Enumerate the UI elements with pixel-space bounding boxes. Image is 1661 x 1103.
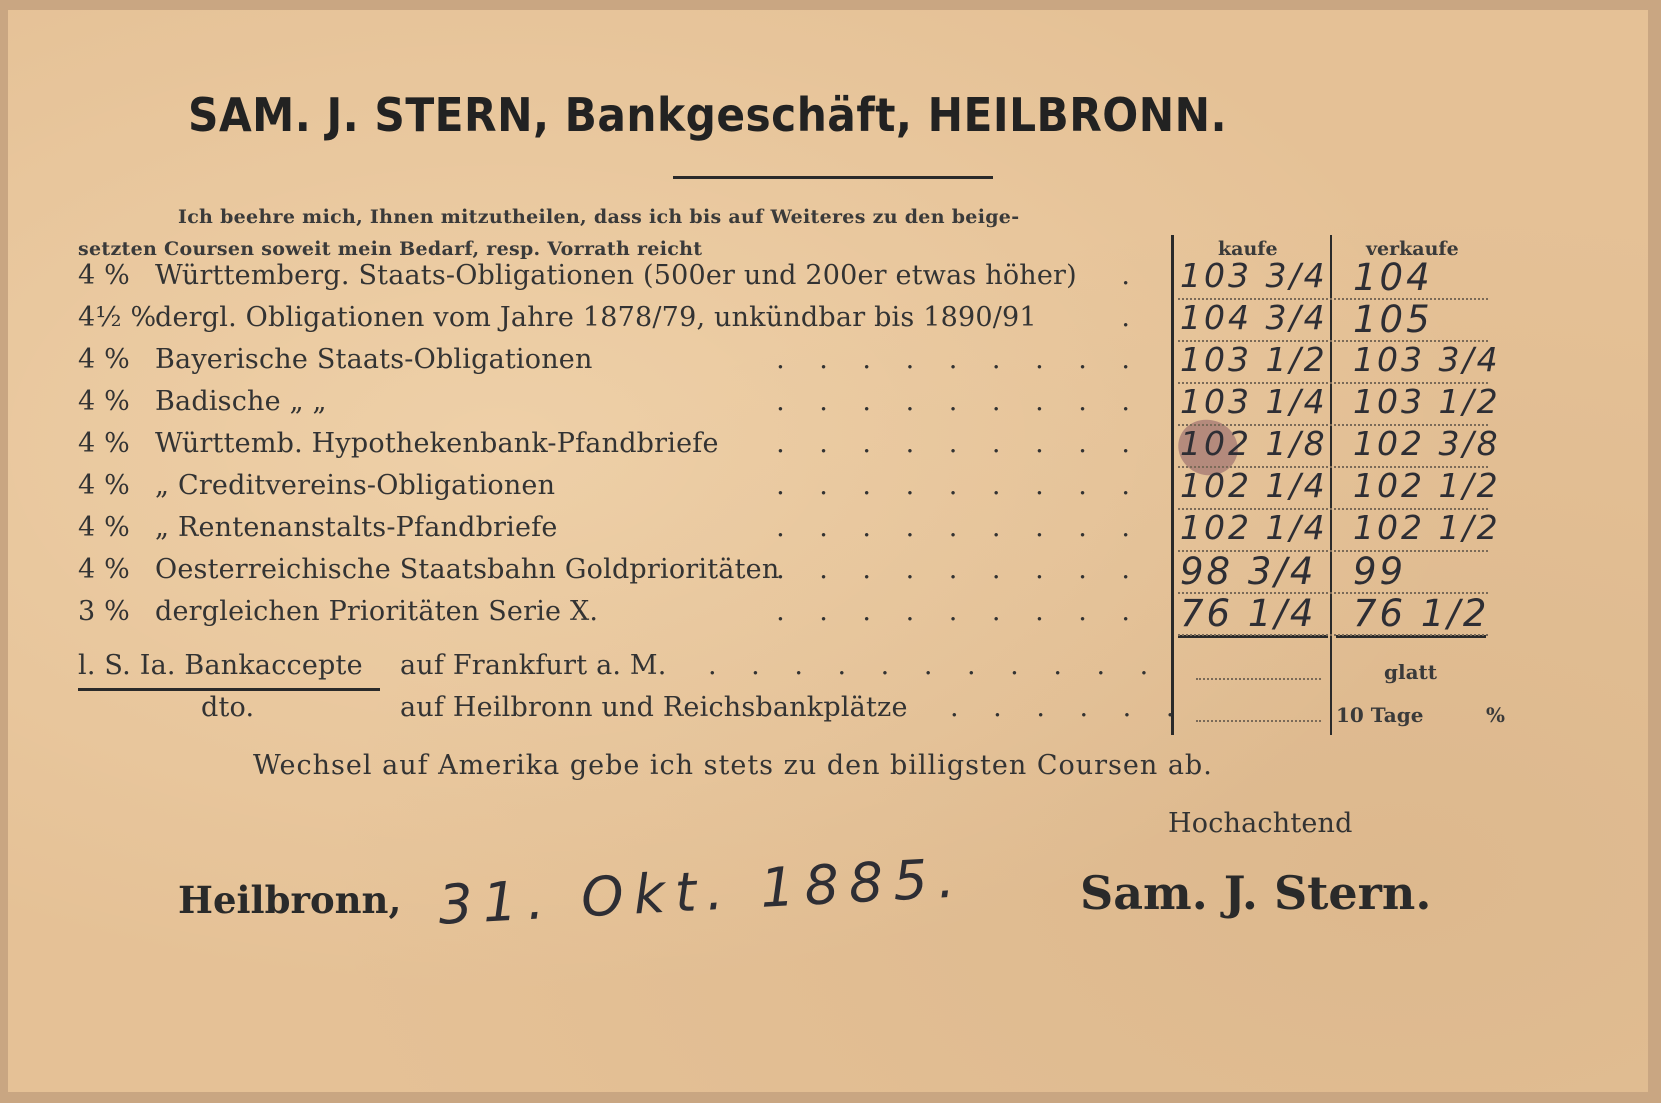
percent-label: %: [1486, 703, 1506, 727]
row-description: dergleichen Prioritäten Serie X.: [155, 596, 599, 627]
blank-entry-line: [1196, 678, 1321, 680]
leader-dots: . . . . . . . . . . .: [708, 650, 1162, 681]
leader-dots: .: [1121, 260, 1143, 291]
buy-price: 102 1/4: [1180, 508, 1328, 547]
leader-dots: . . . . . . . . .: [776, 596, 1143, 627]
buy-price: 76 1/4: [1180, 592, 1317, 635]
closing: Hochachtend: [1168, 808, 1353, 839]
leader-dots: . . . . . . . . .: [776, 470, 1143, 501]
row-description: Bayerische Staats-Obligationen: [155, 344, 593, 375]
tage-label: 10 Tage: [1336, 703, 1424, 727]
row-description: „ Creditvereins-Obligationen: [155, 470, 556, 501]
row-percent: 4 %: [78, 512, 131, 543]
leader-dots: . . . . . . . . .: [776, 428, 1143, 459]
leader-dots: . . . . . . . . .: [776, 554, 1143, 585]
sell-price: 102 3/8: [1353, 424, 1501, 463]
blank-entry-line: [1196, 720, 1321, 722]
sell-price: 102 1/2: [1353, 508, 1501, 547]
buy-price: 102 1/8: [1180, 424, 1328, 463]
row-percent: 4½ %: [78, 302, 157, 333]
row-percent: 4 %: [78, 470, 131, 501]
row-description: Oesterreichische Staatsbahn Goldprioritäten: [155, 554, 780, 585]
row-percent: 4 %: [78, 260, 131, 291]
glatt-label: glatt: [1384, 660, 1438, 684]
sell-price: 103 3/4: [1353, 340, 1501, 379]
buy-price: 102 1/4: [1180, 466, 1328, 505]
postcard: [8, 10, 1648, 1092]
sell-price: 76 1/2: [1353, 592, 1490, 635]
signature: Sam. J. Stern.: [1080, 866, 1432, 920]
row-description: dergl. Obligationen vom Jahre 1878/79, unkündbar bis 1890/91: [155, 302, 1037, 333]
accept-row-1: auf Frankfurt a. M.: [400, 650, 667, 681]
sell-price: 102 1/2: [1353, 466, 1501, 505]
intro-line-2: setzten Coursen soweit mein Bedarf, resp. Vorrath reicht: [78, 238, 703, 260]
accept-row-2: auf Heilbronn und Reichsbankplätze: [400, 692, 908, 723]
leader-dots: .: [1121, 302, 1143, 333]
column-divider-left: [1171, 235, 1174, 735]
sell-price: 105: [1353, 298, 1433, 341]
column-divider-middle: [1330, 235, 1332, 735]
row-percent: 4 %: [78, 554, 131, 585]
row-description: Württemberg. Staats-Obligationen (500er und 200er etwas höher): [155, 260, 1077, 291]
page-title: SAM. J. STERN, Bankgeschäft, HEILBRONN.: [188, 88, 1227, 142]
row-percent: 4 %: [78, 386, 131, 417]
intro-line-1: Ich beehre mich, Ihnen mitzutheilen, dass ich bis auf Weiteres zu den beige-: [178, 206, 1020, 228]
wechsel-note: Wechsel auf Amerika gebe ich stets zu den billigsten Coursen ab.: [253, 750, 1213, 781]
accept-underline: [78, 688, 380, 691]
accept-label: l. S. Ia. Bankaccepte: [78, 650, 363, 681]
row-description: Württemb. Hypothekenbank-Pfandbriefe: [155, 428, 719, 459]
row-description: „ Rentenanstalts-Pfandbriefe: [155, 512, 558, 543]
sell-price: 99: [1353, 550, 1407, 593]
row-description: Badische „ „: [155, 386, 327, 417]
buy-price: 104 3/4: [1180, 298, 1328, 337]
leader-dots: . . . . . . . . .: [776, 344, 1143, 375]
sell-price: 104: [1353, 256, 1433, 299]
row-percent: 4 %: [78, 344, 131, 375]
handwritten-date: 31. Okt. 1885.: [436, 846, 967, 937]
row-percent: 4 %: [78, 428, 131, 459]
place-label: Heilbronn,: [178, 878, 402, 922]
leader-dots: . . . . . .: [950, 692, 1188, 723]
buy-price: 103 1/4: [1180, 382, 1328, 421]
buy-price: 103 1/2: [1180, 340, 1328, 379]
leader-dots: . . . . . . . . .: [776, 512, 1143, 543]
buy-price: 103 3/4: [1180, 256, 1328, 295]
row-percent: 3 %: [78, 596, 131, 627]
sell-price: 103 1/2: [1353, 382, 1501, 421]
accept-dto: dto.: [201, 692, 255, 723]
column-header-buy: kaufe: [1218, 238, 1278, 260]
leader-dots: . . . . . . . . .: [776, 386, 1143, 417]
column-header-sell: verkaufe: [1366, 238, 1459, 260]
buy-price: 98 3/4: [1180, 550, 1317, 593]
title-underline: [673, 176, 993, 179]
